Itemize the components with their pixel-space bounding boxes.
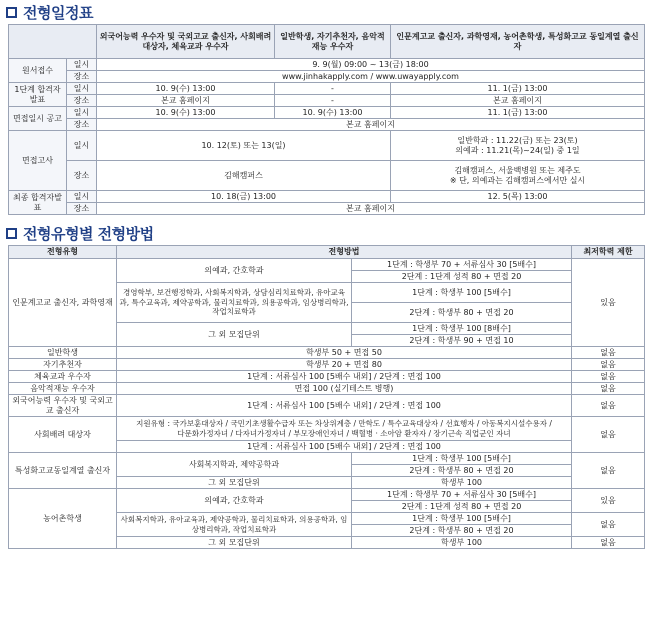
vocational-type: 특성화고교동일계열 출신자 xyxy=(9,453,117,489)
simple-min: 없음 xyxy=(572,347,645,359)
schedule-header-row xyxy=(9,25,645,59)
simple-method: 면접 100 (실기테스트 병행) xyxy=(117,383,572,395)
rural-med-s2: 2단계 : 1단계 성적 80 + 면접 20 xyxy=(352,501,572,513)
table-row xyxy=(9,359,645,371)
table-row xyxy=(9,453,645,465)
simple-type: 음악적재능 우수자 xyxy=(9,383,117,395)
stage1-date-c: 11. 1(금) 13:00 xyxy=(391,83,645,95)
simple-type: 자기추천자 xyxy=(9,359,117,371)
simple-method: 1단계 : 서류심사 100 [5배수 내외] / 2단계 : 면접 100 xyxy=(117,371,572,383)
interview-label: 면접고사 xyxy=(9,131,67,191)
schedule-title: 전형일정표 xyxy=(23,3,93,22)
rural-other: 그 외 모집단위 xyxy=(117,537,352,549)
date-label: 일시 xyxy=(67,107,97,119)
notice-place-row xyxy=(9,119,645,131)
simple-method: 학생부 20 + 면접 80 xyxy=(117,359,572,371)
vocational-other: 그 외 모집단위 xyxy=(117,477,352,489)
table-row xyxy=(9,383,645,395)
final-place-row xyxy=(9,203,645,215)
social-method: 1단계 : 서류심사 100 [5배수 내외] / 2단계 : 면접 100 xyxy=(117,441,572,453)
humanities-med-s1: 1단계 : 학생부 70 + 서류심사 30 [5배수] xyxy=(352,259,572,271)
notice-date-b: 10. 9(수) 13:00 xyxy=(275,107,391,119)
stage1-place-c: 본교 홈페이지 xyxy=(391,95,645,107)
notice-date-row xyxy=(9,107,645,119)
interview-date-row xyxy=(9,131,645,161)
simple-type: 일반학생 xyxy=(9,347,117,359)
date-label: 일시 xyxy=(67,83,97,95)
simple-min: 없음 xyxy=(572,383,645,395)
rural-type: 농어촌학생 xyxy=(9,489,117,549)
place-label: 장소 xyxy=(67,161,97,191)
schedule-table xyxy=(8,24,645,215)
apply-place: www.jinhakapply.com / www.uwayapply.com xyxy=(97,71,645,83)
rural-grp-s1: 1단계 : 학생부 100 [5배수] xyxy=(352,513,572,525)
simple-min: 없음 xyxy=(572,359,645,371)
square-bullet-icon xyxy=(6,228,17,239)
simple-min: 없음 xyxy=(572,371,645,383)
vocational-min: 없음 xyxy=(572,453,645,489)
method-header: 전형방법 xyxy=(117,246,572,259)
final-date-ab: 10. 18(금) 13:00 xyxy=(97,191,391,203)
stage1-date-a: 10. 9(수) 13:00 xyxy=(97,83,275,95)
social-detail-line1: 지원유형 : 국가보훈대상자 / 국민기초생활수급자 또는 차상위계층 / 만학도 / 특수교육대상자 / 선효행자 / 아동복지시설수용자 / xyxy=(136,419,552,429)
final-date-c: 12. 5(목) 13:00 xyxy=(391,191,645,203)
table-row xyxy=(9,259,645,271)
social-min: 없음 xyxy=(572,417,645,453)
interview-place-note: ※ 단, 의예과는 김해캠퍼스에서만 실시 xyxy=(449,175,586,185)
date-label: 일시 xyxy=(67,191,97,203)
humanities-med: 의예과, 간호학과 xyxy=(117,259,352,283)
schedule-section-title xyxy=(0,0,650,24)
rural-grp: 사회복지학과, 유아교육과, 제약공학과, 물리치료학과, 의용공학과, 임상병리학과, 작업치료학과 xyxy=(117,513,352,537)
simple-method: 학생부 50 + 면접 50 xyxy=(117,347,572,359)
humanities-grp: 경영학부, 보건행정학과, 사회복지학과, 상담심리치료학과, 유아교육과, 특수교육과, 제약공학과, 물리치료학과, 의용공학과, 임상병리학과, 작업치료학과 xyxy=(117,283,352,323)
rural-other-m: 학생부 100 xyxy=(352,537,572,549)
humanities-other-s1: 1단계 : 학생부 100 [8배수] xyxy=(352,323,572,335)
stage1-date-b: - xyxy=(275,83,391,95)
apply-place-row xyxy=(9,71,645,83)
simple-type: 체육교과 우수자 xyxy=(9,371,117,383)
simple-method: 1단계 : 서류심사 100 [5배수 내외] / 2단계 : 면접 100 xyxy=(117,395,572,417)
stage1-place-b: - xyxy=(275,95,391,107)
notice-label: 면접일시 공고 xyxy=(9,107,67,131)
table-row xyxy=(9,371,645,383)
table-row xyxy=(9,417,645,441)
rural-med: 의예과, 간호학과 xyxy=(117,489,352,513)
humanities-type: 인문계고교 출신자, 과학영재 xyxy=(9,259,117,347)
rural-med-min: 있음 xyxy=(572,489,645,513)
interview-date-c xyxy=(391,131,645,161)
notice-date-c: 11. 1(금) 13:00 xyxy=(391,107,645,119)
final-place: 본교 홈페이지 xyxy=(97,203,645,215)
date-label: 일시 xyxy=(67,59,97,71)
notice-date-a: 10. 9(수) 13:00 xyxy=(97,107,275,119)
schedule-header-c: 인문계고교 출신자, 과학영재, 농어촌학생, 특성화고교 동일계열 출신자 xyxy=(391,25,645,59)
social-detail xyxy=(117,417,572,441)
apply-label: 원서접수 xyxy=(9,59,67,83)
type-header: 전형유형 xyxy=(9,246,117,259)
interview-date-medical: 의예과 : 11.21(목)~24(일) 중 1일 xyxy=(455,145,580,155)
date-label: 일시 xyxy=(67,131,97,161)
vocational-grp-s2: 2단계 : 학생부 80 + 면접 20 xyxy=(352,465,572,477)
method-table xyxy=(8,245,645,549)
humanities-grp-s2: 2단계 : 학생부 80 + 면접 20 xyxy=(352,303,572,323)
schedule-header-a: 외국어능력 우수자 및 국외고교 출신자, 사회배려 대상자, 체육교과 우수자 xyxy=(97,25,275,59)
simple-min: 없음 xyxy=(572,395,645,417)
method-header-row xyxy=(9,246,645,259)
final-date-row xyxy=(9,191,645,203)
interview-place-main: 김해캠퍼스, 서울백병원 또는 제주도 xyxy=(454,165,581,175)
social-type: 사회배려 대상자 xyxy=(9,417,117,453)
rural-grp-min: 없음 xyxy=(572,513,645,537)
place-label: 장소 xyxy=(67,203,97,215)
humanities-other-s2: 2단계 : 학생부 90 + 면접 10 xyxy=(352,335,572,347)
place-label: 장소 xyxy=(67,119,97,131)
simple-type: 외국어능력 우수자 및 국외고교 출신자 xyxy=(9,395,117,417)
stage1-date-row xyxy=(9,83,645,95)
method-title: 전형유형별 전형방법 xyxy=(23,224,154,243)
place-label: 장소 xyxy=(67,95,97,107)
rural-other-min: 없음 xyxy=(572,537,645,549)
table-row xyxy=(9,347,645,359)
schedule-header-b: 일반학생, 자기추천자, 음악적재능 우수자 xyxy=(275,25,391,59)
social-detail-line2: 다문화가정자녀 / 다자녀가정자녀 / 부모장애인자녀 / 백혈병 · 소아암 환자자 / 장기근속 직업군인 자녀 xyxy=(177,428,511,438)
humanities-grp-s1: 1단계 : 학생부 100 [5배수] xyxy=(352,283,572,303)
square-bullet-icon xyxy=(6,7,17,18)
rural-med-s1: 1단계 : 학생부 70 + 서류심사 30 [5배수] xyxy=(352,489,572,501)
vocational-other-m: 학생부 100 xyxy=(352,477,572,489)
stage1-label: 1단계 합격자발표 xyxy=(9,83,67,107)
vocational-grp-s1: 1단계 : 학생부 100 [5배수] xyxy=(352,453,572,465)
humanities-other: 그 외 모집단위 xyxy=(117,323,352,347)
humanities-med-s2: 2단계 : 1단계 성적 80 + 면접 20 xyxy=(352,271,572,283)
table-row xyxy=(9,489,645,501)
vocational-grp: 사회복지학과, 제약공학과 xyxy=(117,453,352,477)
stage1-place-a: 본교 홈페이지 xyxy=(97,95,275,107)
diagonal-header-cell xyxy=(9,25,97,59)
interview-place-ab: 김해캠퍼스 xyxy=(97,161,391,191)
stage1-place-row xyxy=(9,95,645,107)
interview-place-c xyxy=(391,161,645,191)
min-header: 최저학력 제한 xyxy=(572,246,645,259)
place-label: 장소 xyxy=(67,71,97,83)
method-section-title xyxy=(0,221,650,245)
interview-place-row xyxy=(9,161,645,191)
table-row xyxy=(9,395,645,417)
notice-place: 본교 홈페이지 xyxy=(97,119,645,131)
rural-grp-s2: 2단계 : 학생부 80 + 면접 20 xyxy=(352,525,572,537)
apply-date: 9. 9(월) 09:00 ~ 13(금) 18:00 xyxy=(97,59,645,71)
interview-date-general: 일반학과 : 11.22(금) 또는 23(토) xyxy=(457,135,578,145)
humanities-min: 있음 xyxy=(572,259,645,347)
interview-date-ab: 10. 12(토) 또는 13(일) xyxy=(97,131,391,161)
final-label: 최종 합격자발표 xyxy=(9,191,67,215)
apply-date-row xyxy=(9,59,645,71)
